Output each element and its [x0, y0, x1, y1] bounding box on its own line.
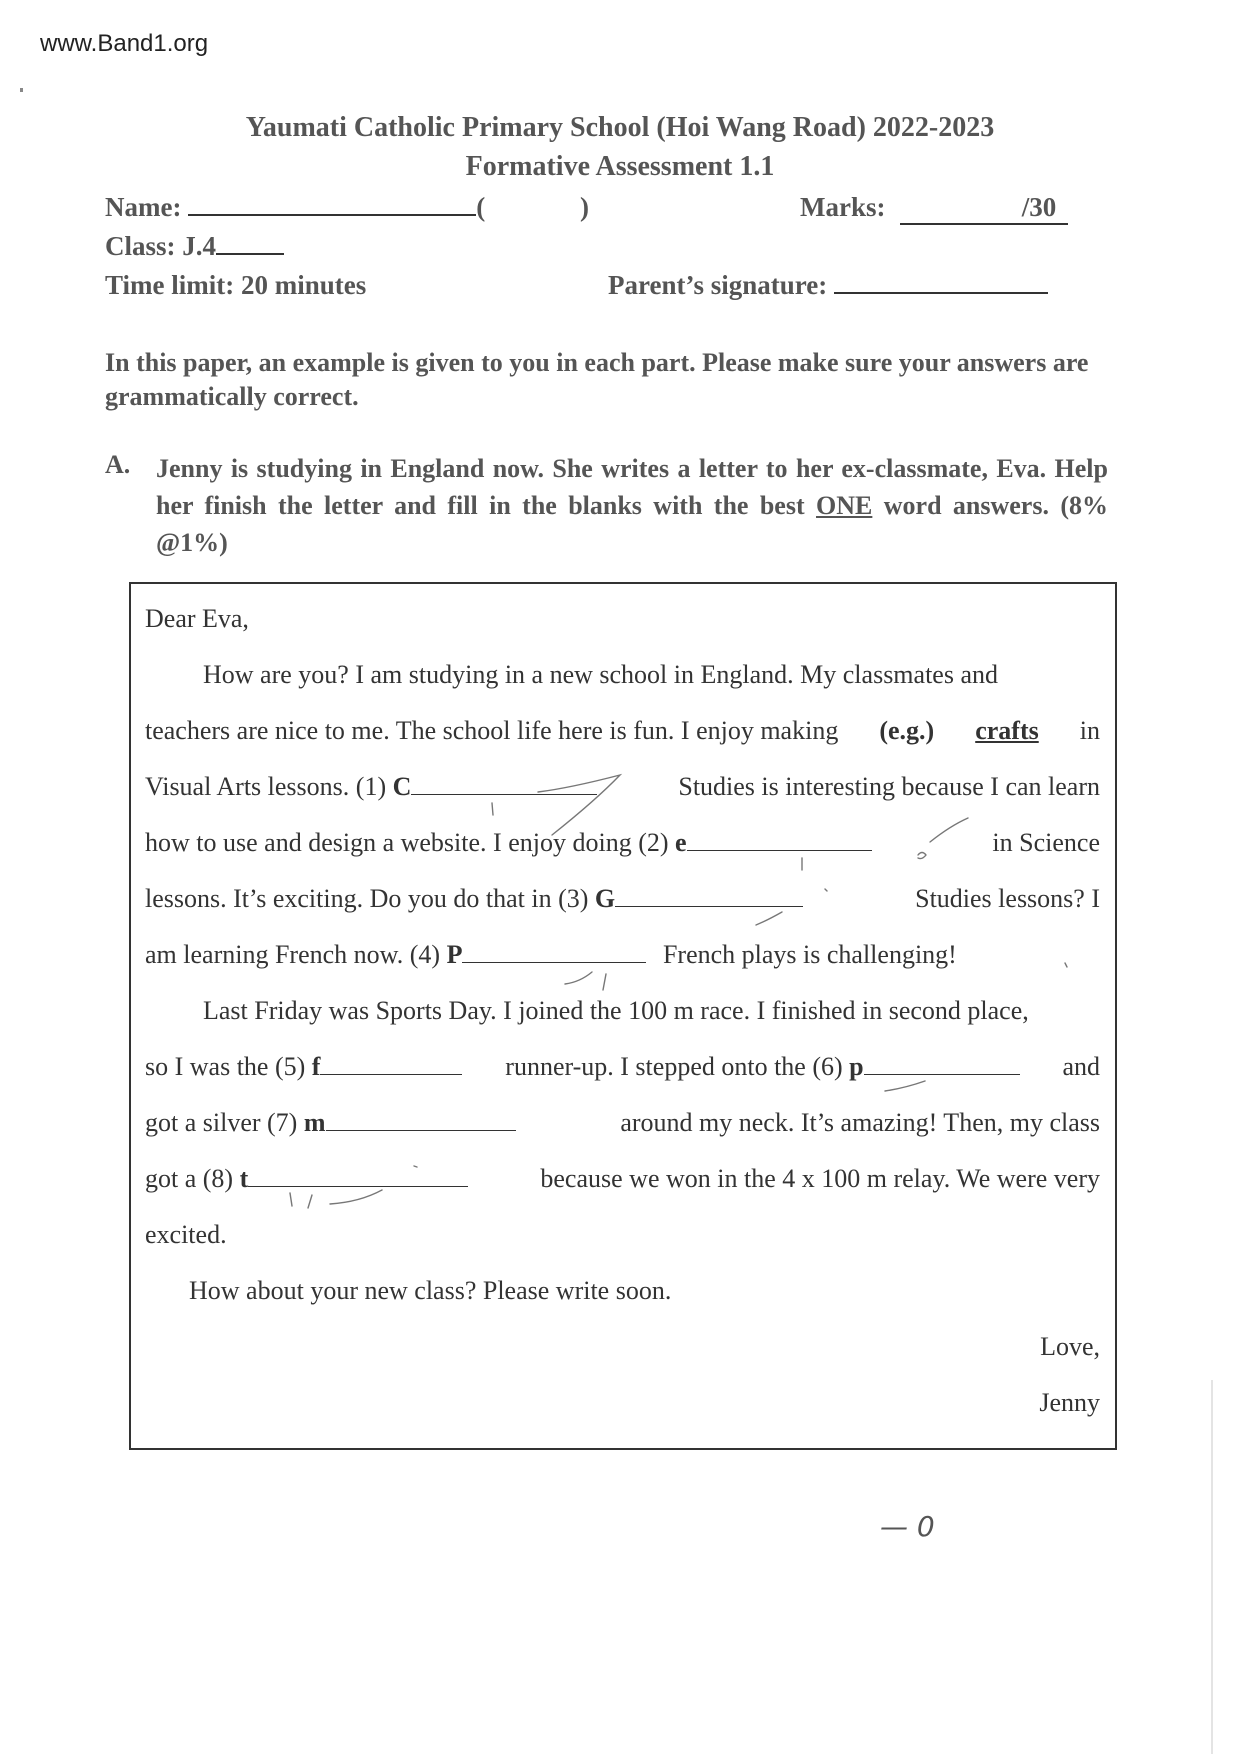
letter-greeting: Dear Eva, [145, 604, 249, 633]
example-answer: crafts [975, 716, 1039, 745]
pencil-stroke-15 [414, 1166, 417, 1167]
pencil-stroke-1 [538, 775, 620, 835]
letter-signature: Jenny [1039, 1388, 1100, 1417]
letter-line-12: How about your new class? Please write soon. [189, 1276, 672, 1305]
blank-8-initial: t [239, 1164, 249, 1193]
letter-line-10-text: got a (8) t [145, 1164, 468, 1194]
section-a-text-2: word answers. (8% @1%) [156, 491, 1108, 557]
pencil-stroke-6 [756, 912, 782, 925]
pencil-stroke-13 [308, 1195, 312, 1208]
letter-line-1: How are you? I am studying in a new school in England. My classmates and [203, 660, 998, 689]
name-label: Name: [105, 192, 182, 222]
pencil-stroke-10 [1065, 963, 1067, 967]
letter-line-8-end: and [1062, 1052, 1100, 1081]
letter-line-8-mid: runner-up. I stepped onto the (6) p [505, 1052, 1019, 1082]
paren-open: ( [476, 192, 486, 222]
letter-line-2-text: teachers are nice to me. The school life here is fun. I enjoy making [145, 716, 839, 745]
section-a-label: A. [105, 450, 131, 479]
letter-line-6-end: French plays is challenging! [662, 940, 957, 969]
letter-line-8-text: so I was the (5) f [145, 1052, 462, 1082]
blank-2-initial: e [675, 828, 687, 857]
blank-5-initial: f [311, 1052, 321, 1081]
example-marker: (e.g.) [879, 716, 935, 745]
letter-line-7: Last Friday was Sports Day. I joined the 100 m race. I finished in second place, [203, 996, 1029, 1025]
letter-closing: Love, [1040, 1332, 1100, 1361]
pencil-stroke-2 [492, 803, 493, 815]
section-a-emphasis: ONE [816, 491, 873, 520]
section-a-text-1: Jenny is studying in England now. She writes a letter to her ex-classmate, Eva. Help her finish the letter and fill in the blanks with the best [156, 454, 1108, 520]
letter-line-5-text: lessons. It’s exciting. Do you do that in (3) G [145, 884, 803, 914]
pencil-stroke-4 [918, 853, 926, 859]
letter-line-11: excited. [145, 1220, 227, 1249]
pencil-stroke-9 [603, 974, 606, 990]
letter-line-9-end: around my neck. It’s amazing! Then, my class [620, 1108, 1100, 1137]
marks-label: Marks: [800, 192, 886, 222]
pencil-stroke-8 [565, 972, 592, 984]
parent-signature-label: Parent’s signature: [608, 270, 828, 300]
class-label: Class: J.4 [105, 231, 217, 261]
letter-line-5-end: Studies lessons? I [915, 884, 1100, 913]
blank-6-initial: p [849, 1052, 864, 1081]
site-url: www.Band1.org [40, 30, 209, 57]
assessment-title: Formative Assessment 1.1 [465, 151, 775, 182]
letter-line-3-end: Studies is interesting because I can learn [678, 772, 1100, 801]
letter-line-10-end: because we won in the 4 x 100 m relay. We were very [540, 1164, 1100, 1193]
score-note: — 0 [880, 1510, 935, 1543]
blank-1-initial: C [392, 772, 412, 801]
letter-line-9-text: got a silver (7) m [145, 1108, 516, 1138]
blank-7-initial: m [303, 1108, 326, 1137]
letter-line-4-text: how to use and design a website. I enjoy doing (2) e [145, 828, 872, 858]
marks-total: /30 [1021, 192, 1057, 222]
blank-3-initial: G [594, 884, 616, 913]
letter-line-2-end: in [1079, 716, 1100, 745]
blank-4-initial: P [446, 940, 463, 969]
pencil-stroke-3 [930, 818, 968, 842]
letter-line-3-text: Visual Arts lessons. (1) C [145, 772, 597, 802]
time-limit: Time limit: 20 minutes [105, 270, 367, 300]
paren-close: ) [579, 192, 589, 222]
pencil-stroke-7 [825, 889, 827, 891]
letter-line-6: am learning French now. (4) P French plays is challenging! [145, 940, 957, 969]
pencil-stroke-12 [290, 1193, 292, 1206]
instructions: In this paper, an example is given to you in each part. Please make sure your answers are grammatically correct. [105, 348, 1089, 411]
school-title: Yaumati Catholic Primary School (Hoi Wang Road) 2022-2023 [245, 112, 995, 143]
pencil-stroke-14 [330, 1190, 382, 1204]
pencil-stroke-11 [885, 1081, 925, 1091]
letter-line-4-end: in Science [992, 828, 1100, 857]
